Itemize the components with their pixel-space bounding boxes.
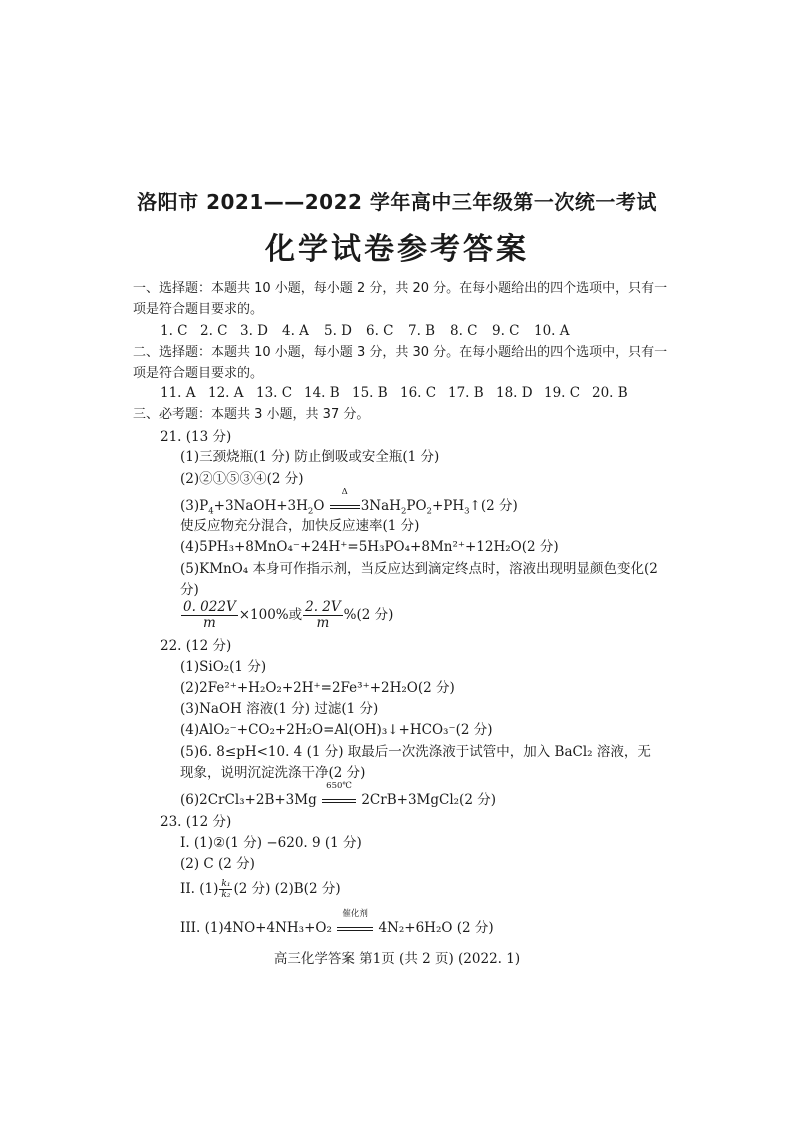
answer-item: 2. C: [200, 323, 228, 339]
rate-constant-ratio: $\frac{\text{k₁}}{\text{k₂}}$: [221, 879, 231, 900]
q23-label: 23. (12 分): [160, 814, 232, 830]
answer-item: 20. B: [592, 385, 628, 401]
q22-line3: (3)NaOH 溶液(1 分) 过滤(1 分): [180, 701, 379, 717]
answer-item: 15. B: [352, 385, 388, 401]
q21-line2: (2)②①⑤③④(2 分): [180, 471, 304, 487]
q23-line3: II. (1) $\frac{\text{k₁}}{\text{k₂}}$ (2 分) (2)B(2 分): [180, 879, 341, 900]
catalyst-condition-sign: 催化剂: [336, 919, 374, 937]
q22-line7: (6)2CrCl₃+2B+3Mg 650℃ 2CrB+3MgCl₂(2 分): [180, 781, 496, 808]
answer-item: 3. D: [240, 323, 268, 339]
section3-heading: 三、必考题：本题共 3 小题，共 37 分。: [133, 407, 370, 422]
answer-item: 13. C: [256, 385, 293, 401]
heating-condition-sign: Δ: [329, 497, 361, 515]
answer-item: 14. B: [304, 385, 340, 401]
answer-item: 8. C: [450, 323, 478, 339]
q21-line4: 使反应物充分混合，加快反应速率(1 分): [180, 518, 420, 534]
answer-item: 12. A: [208, 385, 244, 401]
section2-heading-line2: 项是符合题目要求的。: [133, 366, 264, 381]
q21-line6: (5)KMnO₄ 本身可作指示剂，当反应达到滴定终点时，溶液出现明显颜色变化(2: [180, 561, 658, 577]
q22-line4: (4)AlO₂⁻+CO₂+2H₂O=Al(OH)₃↓+HCO₃⁻(2 分): [180, 722, 493, 738]
q23-line1: I. (1)②(1 分) −620. 9 (1 分): [180, 835, 362, 851]
q22-line2: (2)2Fe²⁺+H₂O₂+2H⁺=2Fe³⁺+2H₂O(2 分): [180, 680, 455, 696]
q21-line7: 分): [180, 582, 199, 598]
answer-item: 18. D: [496, 385, 533, 401]
exam-title: 洛阳市 2021——2022 学年高中三年级第一次统一考试: [137, 190, 657, 214]
section1-heading-line2: 项是符合题目要求的。: [133, 302, 264, 317]
section1-answers: [160, 322, 584, 340]
answer-item: 9. C: [492, 323, 520, 339]
q23-line4: III. (1)4NO+4NH₃+O₂ 催化剂 4N₂+6H₂O (2 分): [180, 909, 494, 936]
section2-answers: [160, 384, 642, 402]
q22-line6: 现象，说明沉淀洗涤干净(2 分): [180, 765, 366, 781]
q22-line1: (1)SiO₂(1 分): [180, 659, 267, 675]
temperature-condition-sign: 650℃: [321, 791, 357, 809]
q22-label: 22. (12 分): [160, 638, 232, 654]
page-footer: 高三化学答案 第1页 (共 2 页) (2022. 1): [273, 951, 521, 967]
fraction: $\frac{2. 2V}{m}$: [305, 599, 341, 631]
answer-item: 7. B: [408, 323, 436, 339]
q23-line2: (2) C (2 分): [180, 856, 255, 872]
section1-heading-line1: 一、选择题：本题共 10 小题，每小题 2 分，共 20 分。在每小题给出的四个选项中，只有一: [133, 281, 668, 296]
q21-line1: (1)三颈烧瓶(1 分) 防止倒吸或安全瓶(1 分): [180, 449, 440, 465]
answer-key-title: 化学试卷参考答案: [265, 232, 529, 267]
q21-formula: $\frac{0. 022V}{m}$ ×100%或 $\frac{2. 2V}{m}$ %(2 分): [183, 599, 394, 631]
q21-line5: (4)5PH₃+8MnO₄⁻+24H⁺=5H₃PO₄+8Mn²⁺+12H₂O(2 分): [180, 539, 559, 555]
answer-item: 17. B: [448, 385, 484, 401]
q21-equation-phosphine: $(3)P_4+3NaOH+3H_2O$ Δ $3NaH_2PO_2+PH_3↑(2$ 分): [180, 487, 518, 517]
answer-item: 6. C: [366, 323, 394, 339]
answer-item: 5. D: [324, 323, 352, 339]
q22-line5: (5)6. 8≤pH<10. 4 (1 分) 取最后一次洗涤液于试管中，加入 BaCl₂ 溶液，无: [180, 744, 651, 760]
answer-item: 16. C: [400, 385, 437, 401]
answer-item: 10. A: [534, 323, 570, 339]
answer-item: 1. C: [160, 323, 188, 339]
answer-item: 19. C: [544, 385, 581, 401]
answer-item: 11. A: [160, 385, 196, 401]
section2-heading-line1: 二、选择题：本题共 10 小题，每小题 3 分，共 30 分。在每小题给出的四个选项中，只有一: [133, 345, 668, 360]
fraction: $\frac{0. 022V}{m}$: [183, 599, 236, 631]
q21-label: 21. (13 分): [160, 429, 232, 445]
answer-item: 4. A: [282, 323, 309, 339]
